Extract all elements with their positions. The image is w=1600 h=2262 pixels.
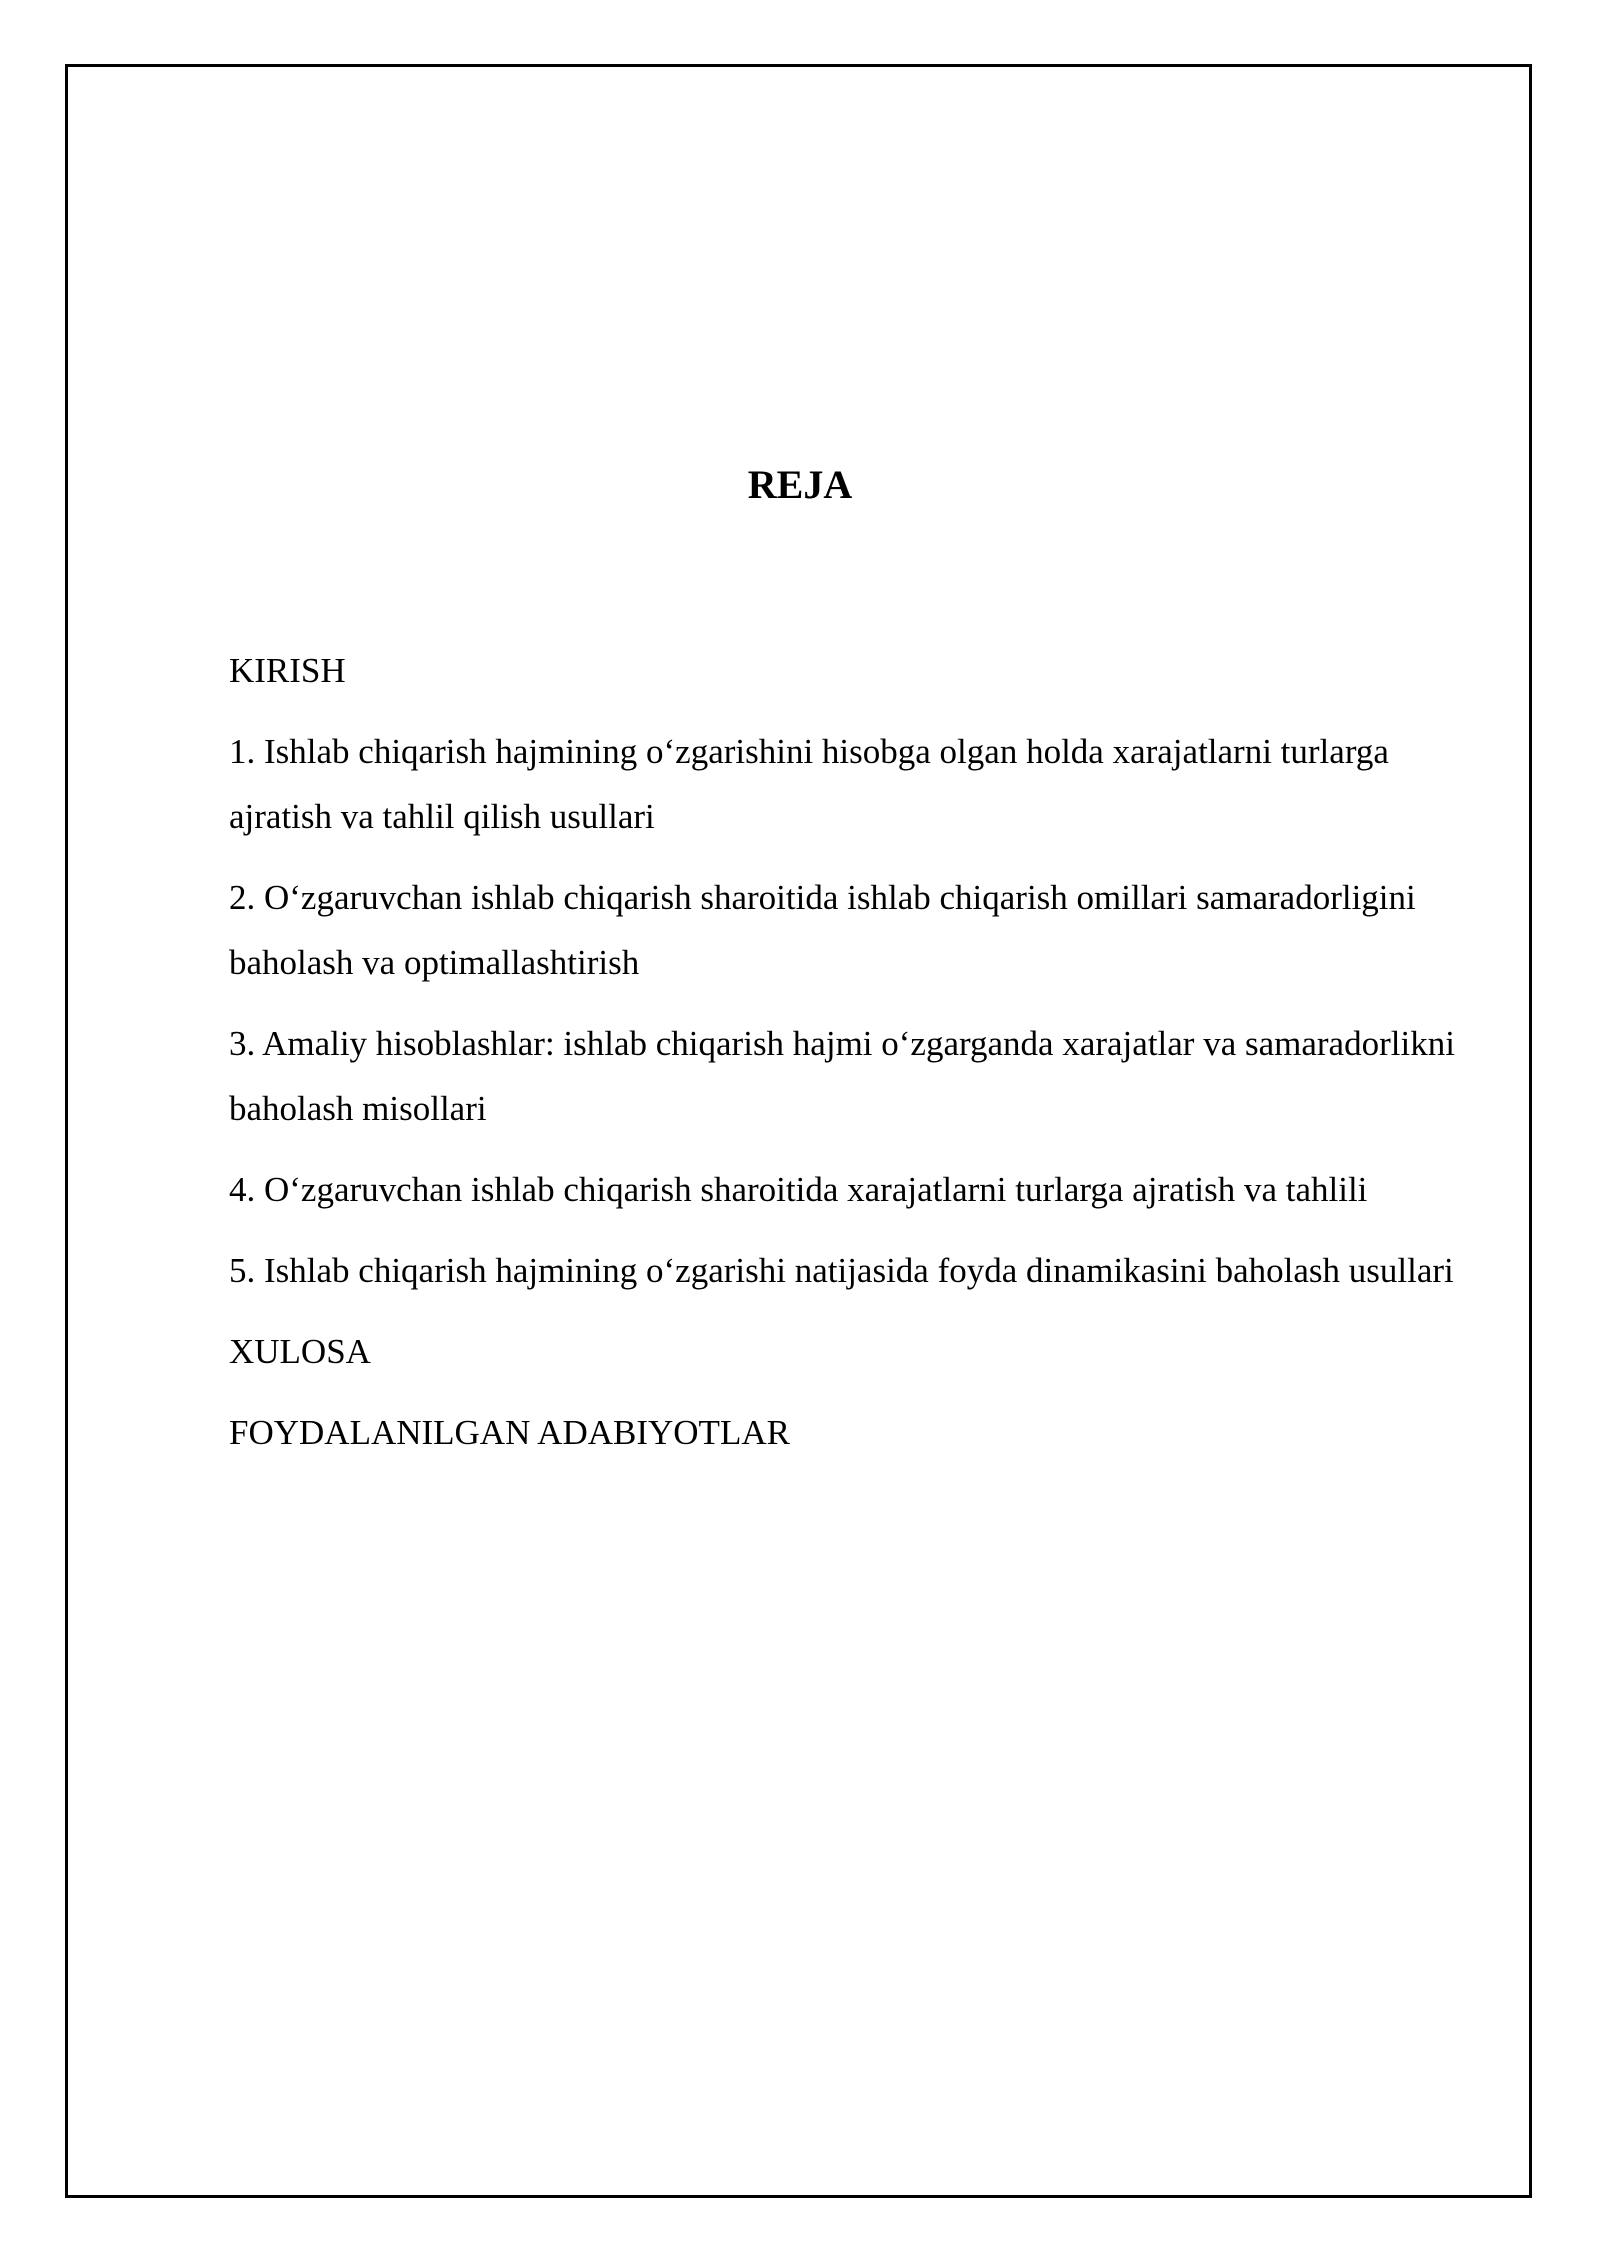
plan-item-3: 3. Amaliy hisoblashlar: ishlab chiqarish hajmi o‘zgarganda xarajatlar va samaradorlikni baholash misollari xyxy=(229,1024,1455,1128)
plan-item-references: FOYDALANILGAN ADABIYOTLAR xyxy=(229,1413,790,1452)
plan-item-intro: KIRISH xyxy=(229,651,346,690)
plan-list xyxy=(229,638,1499,1481)
page-title: REJA xyxy=(747,462,853,507)
plan-item-2: 2. O‘zgaruvchan ishlab chiqarish sharoitida ishlab chiqarish omillari samaradorligini baholash va optimallashtirish xyxy=(229,878,1416,982)
plan-item-4: 4. O‘zgaruvchan ishlab chiqarish sharoitida xarajatlarni turlarga ajratish va tahlili xyxy=(229,1170,1368,1209)
plan-item-5: 5. Ishlab chiqarish hajmining o‘zgarishi natijasida foyda dinamikasini baholash usullari xyxy=(229,1251,1454,1290)
plan-item-conclusion: XULOSA xyxy=(229,1332,371,1371)
plan-item-1: 1. Ishlab chiqarish hajmining o‘zgarishini hisobga olgan holda xarajatlarni turlarga ajratish va tahlil qilish usullari xyxy=(229,732,1389,836)
